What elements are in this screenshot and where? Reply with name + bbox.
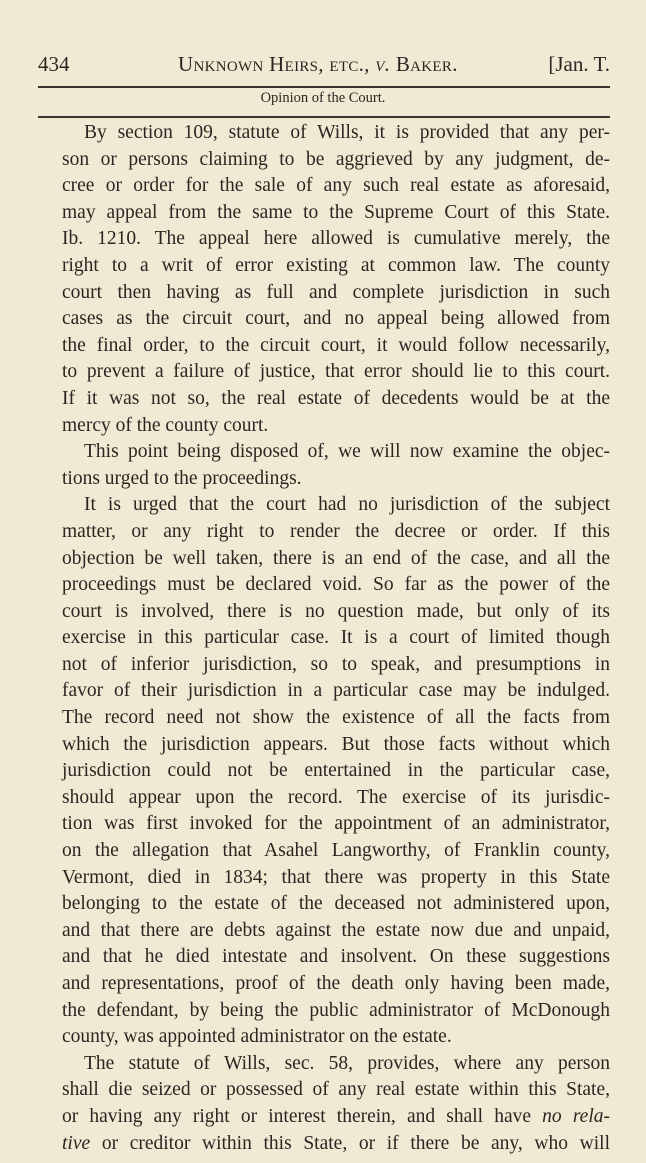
- italic-text: no rela-: [542, 1105, 610, 1127]
- text-segment: cree or order for the sale of any such real estate as aforesaid,: [62, 175, 610, 197]
- text-line: [62, 413, 610, 440]
- text-line: [62, 120, 610, 147]
- text-segment: shall die seized or possessed of any real estate within this State,: [62, 1079, 610, 1101]
- text-line: [62, 705, 610, 732]
- body-text: [62, 120, 610, 1157]
- running-header: [38, 50, 610, 80]
- text-segment: This point being disposed of, we will now examine the objec-: [84, 441, 610, 463]
- text-line: [62, 865, 610, 892]
- text-line: [62, 891, 610, 918]
- text-segment: Ib. 1210. The appeal here allowed is cumulative merely, the: [62, 228, 610, 250]
- text-line: [62, 838, 610, 865]
- case-title-part: Unknown Heirs, etc.,: [178, 52, 376, 76]
- header-rule: [38, 86, 610, 88]
- text-segment: court then having as full and complete jurisdiction in such: [62, 281, 610, 303]
- text-line: [62, 572, 610, 599]
- text-line: [62, 1051, 610, 1078]
- text-segment: If it was not so, the real estate of decedents would be at the: [62, 387, 610, 409]
- text-line: [62, 944, 610, 971]
- text-line: [62, 386, 610, 413]
- text-line: [62, 439, 610, 466]
- text-segment: tion was first invoked for the appointment of an administrator,: [62, 813, 610, 835]
- text-line: [62, 732, 610, 759]
- text-line: [62, 147, 610, 174]
- text-line: [62, 253, 610, 280]
- text-segment: the final order, to the circuit court, it would follow necessarily,: [62, 334, 610, 356]
- text-segment: which the jurisdiction appears. But those facts without which: [62, 733, 610, 755]
- text-segment: jurisdiction could not be entertained in the particular case,: [62, 760, 610, 782]
- text-segment: It is urged that the court had no jurisdiction of the subject: [84, 494, 610, 516]
- text-line: [62, 519, 610, 546]
- text-segment: The record need not show the existence of all the facts from: [62, 707, 610, 729]
- text-line: [62, 359, 610, 386]
- text-line: [62, 652, 610, 679]
- text-line: [62, 625, 610, 652]
- text-line: [62, 785, 610, 812]
- text-segment: county, was appointed administrator on the estate.: [62, 1026, 452, 1048]
- text-line: [62, 1131, 610, 1158]
- text-line: [62, 280, 610, 307]
- text-segment: not of inferior jurisdiction, so to speak, and presumptions in: [62, 653, 610, 675]
- text-segment: on the allegation that Asahel Langworthy, of Franklin county,: [62, 840, 610, 862]
- term-label: [Jan. T.: [548, 52, 610, 76]
- text-line: [62, 466, 610, 493]
- text-segment: should appear upon the record. The exercise of its jurisdic-: [62, 786, 610, 808]
- text-segment: matter, or any right to render the decree or order. If this: [62, 520, 610, 542]
- text-segment: and that there are debts against the estate now due and unpaid,: [62, 919, 610, 941]
- text-line: [62, 971, 610, 998]
- text-line: [62, 678, 610, 705]
- page-number: 434: [38, 52, 70, 76]
- text-line: [62, 599, 610, 626]
- text-segment: and representations, proof of the death only having been made,: [62, 973, 610, 994]
- text-segment: objection be well taken, there is an end of the case, and all the: [62, 547, 610, 569]
- text-segment: cases as the circuit court, and no appeal being allowed from: [62, 308, 610, 330]
- text-segment: Vermont, died in 1834; that there was property in this State: [62, 866, 610, 888]
- text-line: [62, 758, 610, 785]
- text-line: [62, 546, 610, 573]
- text-segment: or having any right or interest therein, and shall have: [62, 1105, 543, 1127]
- case-title: [178, 52, 458, 77]
- text-line: [62, 492, 610, 519]
- subheader-rule: [38, 116, 610, 118]
- text-line: [62, 200, 610, 227]
- text-segment: right to a writ of error existing at common law. The county: [62, 254, 610, 276]
- text-segment: belonging to the estate of the deceased not administered upon,: [62, 893, 610, 915]
- text-segment: favor of their jurisdiction in a particular case may be indulged.: [62, 680, 610, 702]
- text-line: [62, 918, 610, 945]
- text-segment: may appeal from the same to the Supreme Court of this State.: [62, 201, 610, 223]
- text-segment: mercy of the county court.: [62, 414, 269, 436]
- text-segment: to prevent a failure of justice, that error should lie to this court.: [62, 361, 610, 383]
- section-subheading: Opinion of the Court.: [260, 90, 386, 106]
- italic-text: tive: [62, 1132, 91, 1154]
- text-segment: court is involved, there is no question made, but only of its: [62, 600, 610, 622]
- case-title-part: Baker.: [390, 52, 458, 76]
- text-segment: son or persons claiming to be aggrieved by any judgment, de-: [62, 148, 610, 170]
- case-title-versus: v.: [375, 52, 391, 76]
- text-segment: By section 109, statute of Wills, it is provided that any per-: [84, 122, 610, 143]
- text-line: [62, 1104, 610, 1131]
- text-line: [62, 1024, 610, 1051]
- text-line: [62, 1077, 610, 1104]
- text-segment: the defendant, by being the public administrator of McDonough: [62, 999, 610, 1021]
- text-segment: proceedings must be declared void. So far as the power of the: [62, 574, 610, 596]
- text-line: [62, 173, 610, 200]
- text-segment: exercise in this particular case. It is a court of limited though: [62, 627, 610, 649]
- text-segment: tions urged to the proceedings.: [62, 467, 302, 489]
- text-line: [62, 226, 610, 253]
- text-line: [62, 811, 610, 838]
- text-line: [62, 306, 610, 333]
- text-line: [62, 998, 610, 1025]
- text-line: [62, 333, 610, 360]
- text-segment: and that he died intestate and insolvent. On these suggestions: [62, 946, 610, 968]
- text-segment: or creditor within this State, or if there be any, who will: [90, 1132, 610, 1154]
- text-segment: The statute of Wills, sec. 58, provides, where any person: [84, 1052, 610, 1074]
